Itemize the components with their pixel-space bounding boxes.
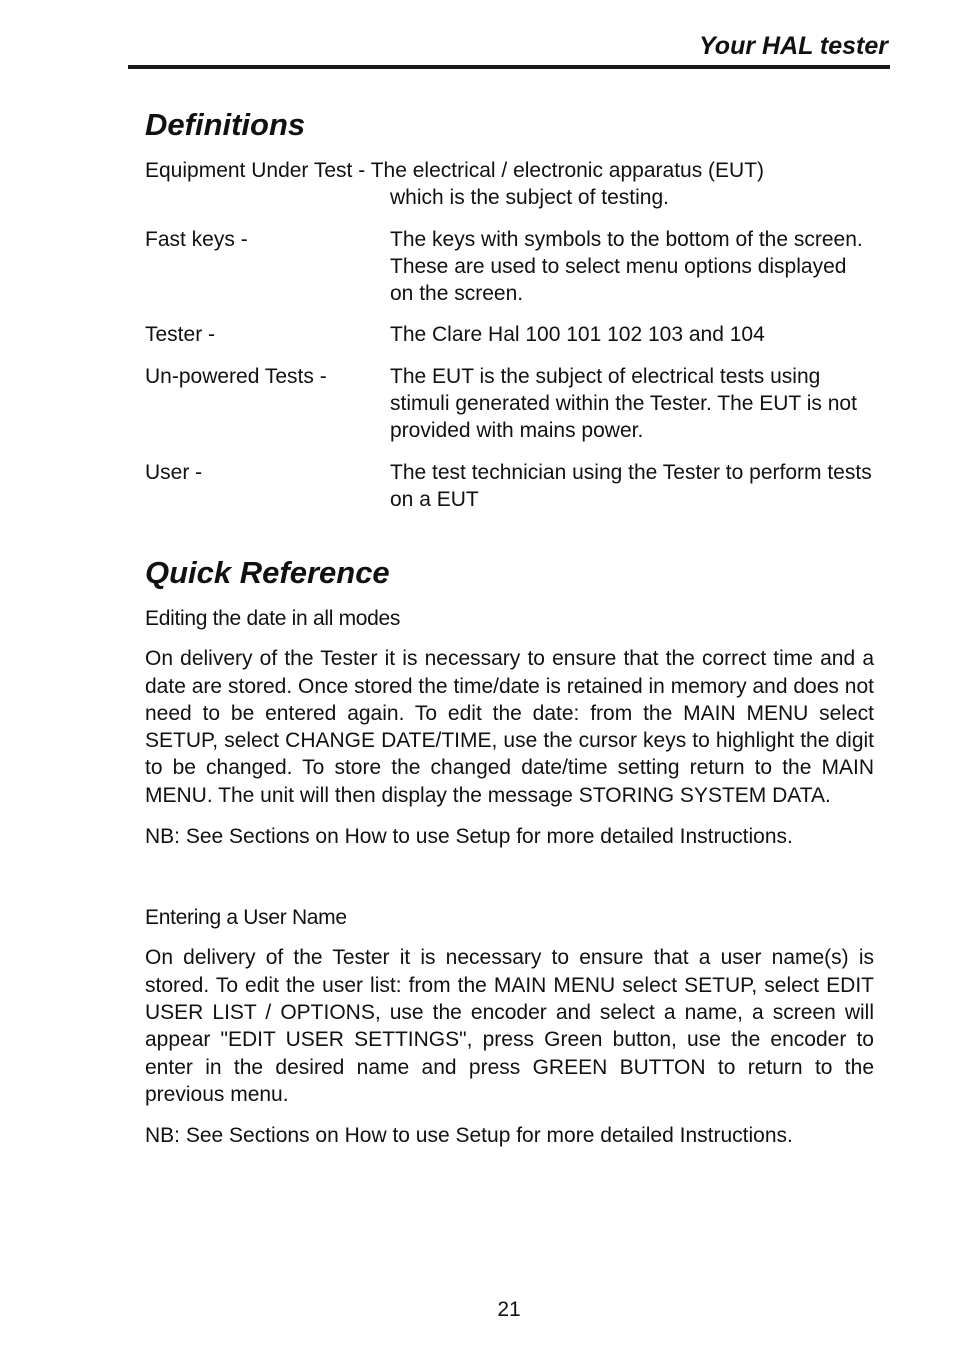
paragraph-entering-user-name: On delivery of the Tester it is necessary to ensure that a user name(s) is stored. To edit the user list: from the MAIN MENU select SETUP, select EDIT USER LIST / OPTIONS, use the encoder and select a name, a screen will appear "EDIT USER SETTINGS", press Green button, use the encoder to enter in the desired name and press GREEN BUTTON to return to the previous menu. xyxy=(145,946,874,1106)
definition-term: User - xyxy=(145,460,203,484)
definition-fast-keys xyxy=(145,226,874,308)
subheading-entering-user-name: Entering a User Name xyxy=(145,906,347,930)
definition-user xyxy=(145,459,874,514)
section-spacer xyxy=(145,864,874,904)
subheading-editing-date: Editing the date in all modes xyxy=(145,607,401,631)
definition-un-powered-tests xyxy=(145,363,874,445)
definition-text-continued: which is the subject of testing. xyxy=(390,186,669,210)
definition-text: The Clare Hal 100 101 102 103 and 104 xyxy=(390,323,765,347)
definition-term: Un-powered Tests - xyxy=(145,364,327,388)
definition-term: Fast keys - xyxy=(145,227,248,251)
definition-tester xyxy=(145,321,874,348)
definition-text: The electrical / electronic apparatus (EUT) xyxy=(370,159,765,182)
page-content xyxy=(145,105,874,1163)
header-rule xyxy=(128,65,890,69)
definition-text: The test technician using the Tester to perform tests on a EUT xyxy=(390,460,872,511)
definition-text: The EUT is the subject of electrical tests using stimuli generated within the Tester. The EUT is not provided with mains power. xyxy=(390,364,857,443)
definitions-heading: Definitions xyxy=(145,107,306,142)
definition-term: Tester - xyxy=(145,323,216,347)
definition-term: Equipment Under Test - xyxy=(145,159,366,182)
page-number: 21 xyxy=(497,1298,521,1321)
definition-text: The keys with symbols to the bottom of the screen. These are used to select menu options displayed on the screen. xyxy=(390,227,863,306)
running-header: Your HAL tester xyxy=(699,32,888,60)
note-entering-user-name: NB: See Sections on How to use Setup for more detailed Instructions. xyxy=(145,1124,793,1148)
definition-equipment-under-test xyxy=(145,157,874,212)
note-editing-date: NB: See Sections on How to use Setup for more detailed Instructions. xyxy=(145,825,793,849)
paragraph-editing-date: On delivery of the Tester it is necessary to ensure that the correct time and a date are stored. Once stored the time/date is retained in memory and does not need to be entered again. To edit the date: from the MAIN MENU select SETUP, select CHANGE DATE/TIME, use the cursor keys to highlight the digit to be changed. To store the changed date/time setting return to the MAIN MENU. The unit will then display the message STORING SYSTEM DATA. xyxy=(145,647,874,807)
quick-reference-heading: Quick Reference xyxy=(145,555,390,591)
